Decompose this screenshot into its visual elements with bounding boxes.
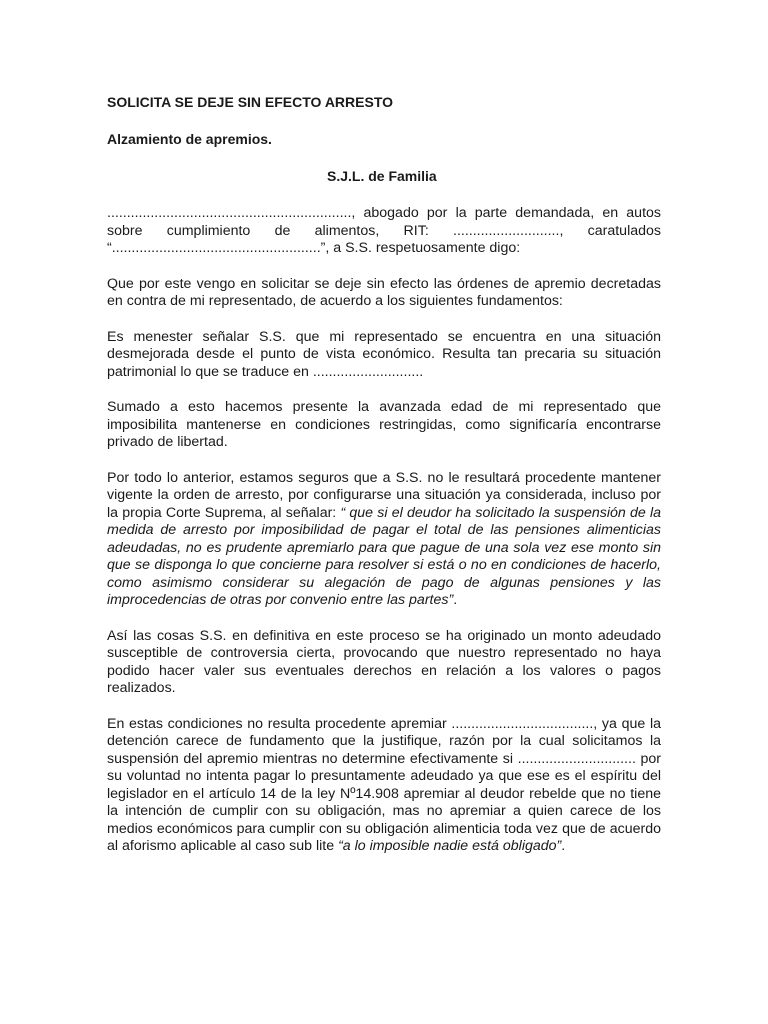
paragraph-advanced-age: Sumado a esto hacemos presente la avanzada edad de mi representado que imposibilita mantenerse en condiciones restringidas, como significaría encontrarse privado de libertad. xyxy=(107,399,661,450)
conclusion-lead: En estas condiciones no resulta procedente apremiar ...................................., ya que la detención carece de fundamento que la justifique, razón por la cual solicitamos la suspensión del apremio mientras no determine efectivamente si .............................. por su voluntad no intenta pagar lo presuntamente adeudado ya que ese es el espíritu del legislador en el artículo 14 de la ley Nº14.908 apremiar al deudor rebelde que no tiene la intención de cumplir con su obligación, mas no apremiar a quien carece de los medios económicos para cumplir con su obligación alimenticia toda vez que de acuerdo al aforismo aplicable al caso sub lite xyxy=(107,715,661,854)
paragraph-supreme-court xyxy=(107,470,661,610)
supreme-court-tail: . xyxy=(453,592,458,608)
supreme-court-quote: “ que si el deudor ha solicitado la suspensión de la medida de arresto por imposibilidad de pagar el total de las pensiones alimenticias adeudadas, no es prudente apremiarlo para que pague de una sola vez ese monto sin que se disponga lo que concierne para resolver si está o no en condiciones de hacerlo, como asimismo considerar su alegación de pago de algunas pensiones y las improcedencias de otras por convenio entre las partes” xyxy=(107,504,661,608)
document-subtitle: Alzamiento de apremios. xyxy=(107,131,272,147)
aphorism-quote: “a lo imposible nadie está obligado” xyxy=(338,838,562,854)
paragraph-request: Que por este vengo en solicitar se deje sin efecto las órdenes de apremio decretadas en contra de mi representado, de acuerdo a los siguientes fundamentos: xyxy=(107,275,661,309)
conclusion-tail: . xyxy=(561,838,566,854)
court-addressee: S.J.L. de Familia xyxy=(327,168,437,184)
document-title: SOLICITA SE DEJE SIN EFECTO ARRESTO xyxy=(107,94,394,110)
paragraph-conclusion xyxy=(107,716,661,856)
paragraph-disputed-amount: Así las cosas S.S. en definitiva en este proceso se ha originado un monto adeudado susceptible de controversia cierta, provocando que nuestro representado no haya podido hacer valer sus eventuales derechos en relación a los valores o pagos realizados. xyxy=(107,627,661,696)
paragraph-economic-situation: Es menester señalar S.S. que mi representado se encuentra en una situación desmejorada desde el punto de vista económico. Resulta tan precaria su situación patrimonial lo que se traduce en ............................ xyxy=(107,328,661,380)
paragraph-introduction: .............................................................., abogado por la parte demandada, en autos sobre cumplimiento de alimentos, RIT: ..........................., caratulados “.....................................................”, a S.S. respetuosamente digo: xyxy=(107,205,661,256)
supreme-court-lead: Por todo lo anterior, estamos seguros que a S.S. no le resultará procedente mantener vigente la orden de arresto, por configurarse una situación ya considerada, incluso por la propia Corte Suprema, al señalar: xyxy=(107,469,661,521)
